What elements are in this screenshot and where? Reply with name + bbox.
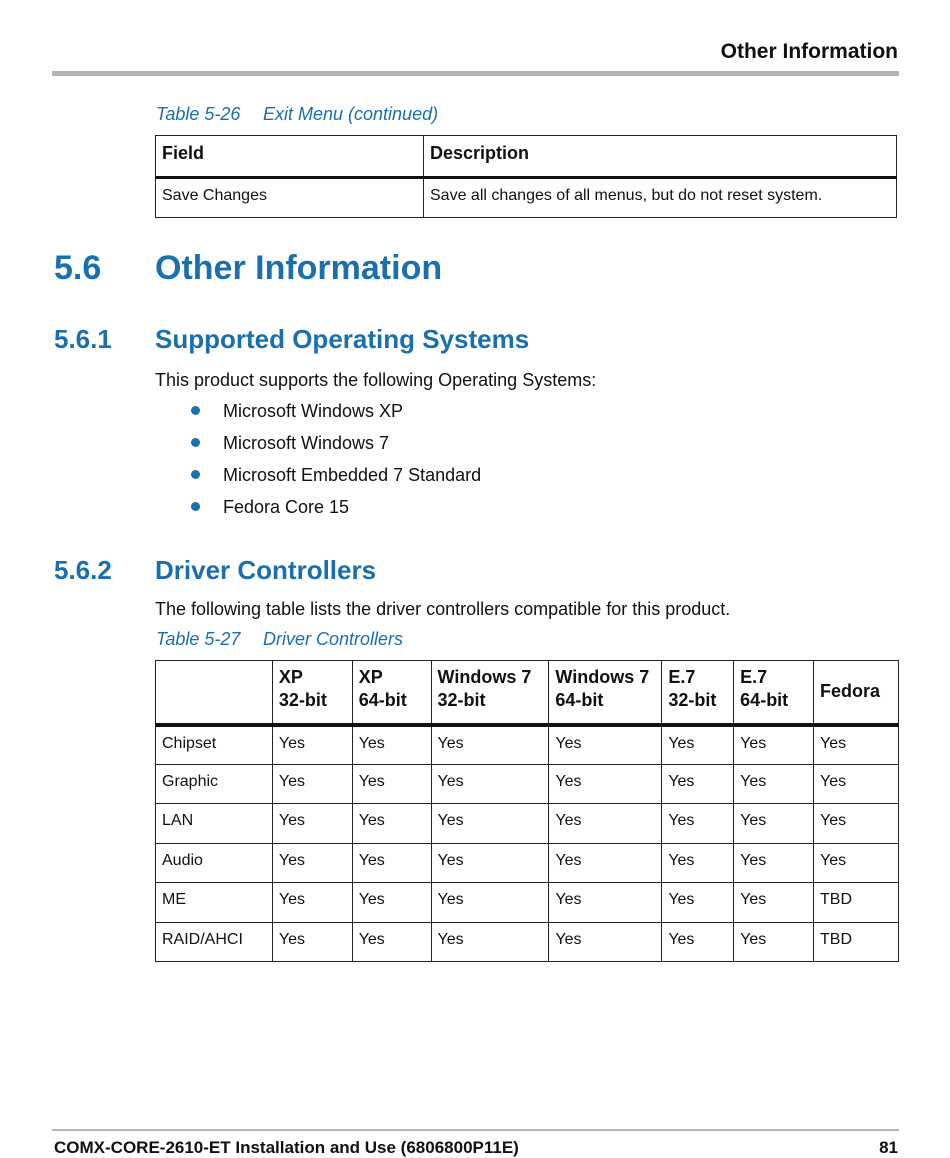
column-header-xp-64 [352, 661, 431, 725]
subsection-number: 5.6.2 [54, 555, 112, 585]
table-cell: Yes [734, 843, 814, 883]
footer-document-title: COMX-CORE-2610-ET Installation and Use (6806800P11E) [54, 1138, 519, 1157]
row-header-cell: ME [156, 883, 273, 923]
column-header-win7-64 [549, 661, 662, 725]
table-cell: Yes [352, 804, 431, 844]
table-cell: Yes [734, 725, 814, 765]
table-cell: Yes [814, 764, 899, 804]
bullet-icon [191, 406, 200, 415]
table-row [156, 883, 899, 923]
os-list [155, 400, 481, 528]
column-header-line: E.7 [740, 667, 768, 687]
table-cell: Yes [814, 725, 899, 765]
table-cell: Yes [662, 922, 734, 962]
table-cell: Yes [549, 883, 662, 923]
table-cell: Yes [272, 922, 352, 962]
table-cell: TBD [814, 922, 899, 962]
column-header-line: 32-bit [668, 690, 717, 710]
table-cell: Yes [662, 725, 734, 765]
list-item [155, 464, 481, 496]
subsection-heading-drivers [54, 555, 376, 586]
table-cell: Save all changes of all menus, but do not reset system. [424, 178, 897, 218]
table-row [156, 178, 897, 218]
exit-table-caption-number: Table 5-26 [156, 104, 241, 124]
bullet-icon [191, 502, 200, 511]
column-header-description: Description [424, 136, 897, 178]
column-header-line: XP [278, 667, 303, 687]
table-cell: Yes [431, 804, 549, 844]
row-header-cell: RAID/AHCI [156, 922, 273, 962]
column-header-line: Windows 7 [437, 667, 532, 687]
exit-menu-table [155, 135, 897, 218]
table-row [156, 764, 899, 804]
column-header-field: Field [156, 136, 424, 178]
row-header-cell: Graphic [156, 764, 273, 804]
table-cell: Yes [272, 883, 352, 923]
column-header-line: XP [358, 667, 383, 687]
section-title: Other Information [155, 249, 443, 287]
list-item-label: Microsoft Windows 7 [223, 433, 390, 453]
subsection-title: Driver Controllers [155, 555, 377, 585]
section-heading [54, 249, 442, 288]
subsection-number: 5.6.1 [54, 324, 112, 354]
column-header-line: E.7 [668, 667, 696, 687]
section-number: 5.6 [54, 249, 102, 287]
table-cell: Yes [549, 764, 662, 804]
table-cell: Yes [431, 843, 549, 883]
column-header-line: 64-bit [740, 690, 789, 710]
table-cell: Yes [814, 804, 899, 844]
column-header-e7-64 [734, 661, 814, 725]
column-header-line: 32-bit [437, 690, 486, 710]
table-cell: Yes [272, 725, 352, 765]
subsection-heading-os [54, 324, 529, 355]
table-cell: Yes [549, 922, 662, 962]
exit-table-caption [156, 104, 438, 125]
page-number: 81 [879, 1138, 898, 1157]
table-cell: Yes [352, 843, 431, 883]
column-header-line: 32-bit [278, 690, 327, 710]
list-item [155, 496, 481, 528]
footer-rule [52, 1129, 899, 1131]
table-row [156, 725, 899, 765]
table-cell: Yes [734, 804, 814, 844]
driver-controllers-table [155, 660, 899, 962]
subsection-title: Supported Operating Systems [155, 324, 530, 354]
column-header-e7-32 [662, 661, 734, 725]
table-cell: Yes [734, 883, 814, 923]
table-cell: Yes [549, 843, 662, 883]
table-cell: Yes [734, 922, 814, 962]
list-item-label: Microsoft Embedded 7 Standard [223, 465, 482, 485]
column-header-line: 64-bit [555, 690, 604, 710]
row-header-cell: Audio [156, 843, 273, 883]
column-header-line: Windows 7 [555, 667, 650, 687]
table-cell: Yes [272, 843, 352, 883]
bullet-icon [191, 438, 200, 447]
row-header-cell: LAN [156, 804, 273, 844]
table-row [156, 843, 899, 883]
table-row [156, 804, 899, 844]
table-header-row [156, 661, 899, 725]
table-row [156, 922, 899, 962]
running-header: Other Information [720, 40, 898, 63]
table-cell: Yes [272, 804, 352, 844]
table-cell: Yes [814, 843, 899, 883]
header-rule [52, 71, 899, 76]
column-header-fedora: Fedora [814, 661, 899, 725]
row-header-cell: Chipset [156, 725, 273, 765]
table-header-row [156, 136, 897, 178]
list-item [155, 432, 481, 464]
table-cell: Yes [662, 764, 734, 804]
table-cell: Yes [352, 725, 431, 765]
table-cell: Yes [549, 725, 662, 765]
table-cell: Yes [431, 922, 549, 962]
bullet-icon [191, 470, 200, 479]
table-cell: Yes [431, 883, 549, 923]
list-item-label: Microsoft Windows XP [223, 401, 404, 421]
table-cell: Yes [662, 883, 734, 923]
column-header-device [156, 661, 273, 725]
column-header-win7-32 [431, 661, 549, 725]
table-cell: Yes [734, 764, 814, 804]
exit-table-caption-title: Exit Menu (continued) [263, 104, 439, 124]
table-cell: Yes [549, 804, 662, 844]
table-cell: Yes [352, 764, 431, 804]
table-cell: Yes [431, 725, 549, 765]
table-cell: Yes [352, 883, 431, 923]
list-item [155, 400, 481, 432]
driver-table-body [156, 725, 899, 962]
os-intro-text: This product supports the following Operating Systems: [155, 370, 597, 390]
table-cell: Save Changes [156, 178, 424, 218]
driver-table-caption-title: Driver Controllers [263, 629, 404, 649]
column-header-xp-32 [272, 661, 352, 725]
drivers-intro-text: The following table lists the driver controllers compatible for this product. [155, 599, 731, 619]
column-header-line: 64-bit [358, 690, 407, 710]
table-cell: Yes [662, 804, 734, 844]
table-cell: Yes [431, 764, 549, 804]
table-cell: Yes [272, 764, 352, 804]
table-cell: Yes [352, 922, 431, 962]
list-item-label: Fedora Core 15 [223, 497, 350, 517]
driver-table-caption-number: Table 5-27 [156, 629, 241, 649]
table-cell: TBD [814, 883, 899, 923]
table-cell: Yes [662, 843, 734, 883]
driver-table-caption [156, 629, 403, 650]
